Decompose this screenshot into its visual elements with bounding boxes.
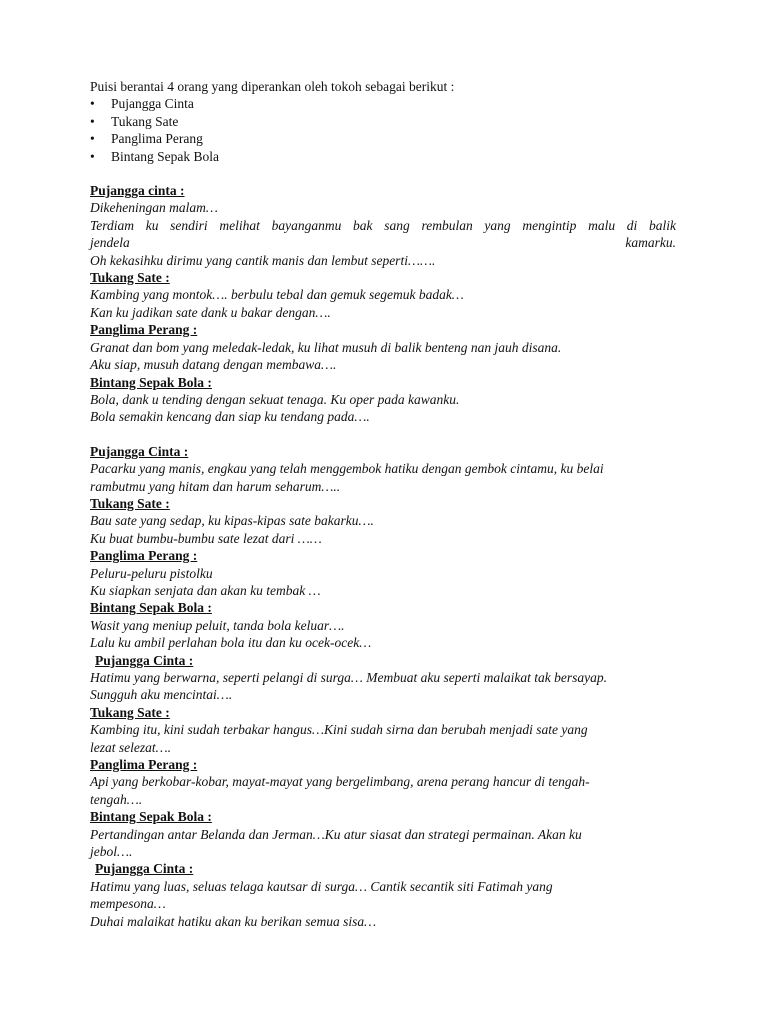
verse-line: Ku siapkan senjata dan akan ku tembak … [90,582,321,598]
speaker-label: Pujangga Cinta : [95,652,194,668]
verse-line: Peluru-peluru pistolku [90,565,213,581]
verse-line: Duhai malaikat hatiku akan ku berikan semua sisa… [90,913,377,929]
verse-line: Hatimu yang berwarna, seperti pelangi di surga… Membuat aku seperti malaikat tak bersayap. [90,670,607,685]
verse-line: Api yang berkobar-kobar, mayat-mayat yang bergelimbang, arena perang hancur di tengah- [90,774,590,790]
poem-content [90,78,676,930]
verse-line: Granat dan bom yang meledak-ledak, ku lihat musuh di balik benteng nan jauh disana. [90,339,562,355]
speaker-label: Bintang Sepak Bola : [90,809,212,825]
spacer [90,165,676,182]
verse-line: Sungguh aku mencintai…. [90,687,233,703]
verse-line: Kan ku jadikan sate dank u bakar dengan…. [90,304,331,320]
intro-text: Puisi berantai 4 orang yang diperankan oleh tokoh sebagai berikut : [90,79,455,94]
verse-line [90,234,676,251]
speaker-label: Pujangga Cinta : [90,443,189,459]
speaker-label: Tukang Sate : [90,270,170,286]
role-item: • Panglima Perang [90,130,676,147]
verse-line: Kambing itu, kini sudah terbakar hangus…Kini sudah sirna dan berubah menjadi sate yang [90,722,588,738]
verse-line: Ku buat bumbu-bumbu sate lezat dari …… [90,530,322,546]
verse-fragment: kamarku. [625,235,676,251]
speaker-label: Bintang Sepak Bola : [90,374,212,390]
verse-line: jebol…. [90,844,133,860]
verse-line: Aku siap, musuh datang dengan membawa…. [90,357,337,373]
verse-line: Dikeheningan malam… [90,200,218,216]
verse-line: Terdiam ku sendiri melihat bayanganmu bak sang rembulan yang mengintip malu di balik [90,217,676,233]
role-item: • Bintang Sepak Bola [90,148,676,165]
speaker-label: Panglima Perang : [90,548,198,564]
verse-line: Bola, dank u tending dengan sekuat tenaga. Ku oper pada kawanku. [90,391,460,407]
verse-line: tengah…. [90,791,143,807]
speaker-label: Bintang Sepak Bola : [90,600,212,616]
spacer [90,426,676,443]
verse-line: Oh kekasihku dirimu yang cantik manis dan lembut seperti……. [90,252,436,268]
speaker-label: Tukang Sate : [90,495,170,511]
verse-line: Pacarku yang manis, engkau yang telah menggembok hatiku dengan gembok cintamu, ku belai [90,461,604,477]
role-item: • Tukang Sate [90,113,676,130]
verse-line: Bau sate yang sedap, ku kipas-kipas sate bakarku…. [90,513,374,529]
verse-fragment: jendela [90,235,130,251]
verse-line: Wasit yang meniup peluit, tanda bola keluar…. [90,617,345,633]
speaker-label: Tukang Sate : [90,704,170,720]
verse-line: rambutmu yang hitam dan harum seharum….. [90,478,341,494]
speaker-label: Panglima Perang : [90,322,198,338]
roles-list [90,95,676,165]
verse-line: mempesona… [90,896,166,912]
role-item: • Pujangga Cinta [90,95,676,112]
speaker-label: Panglima Perang : [90,757,198,773]
speaker-label: Pujangga Cinta : [95,861,194,877]
verse-line: Hatimu yang luas, seluas telaga kautsar di surga… Cantik secantik siti Fatimah yang [90,878,553,894]
speaker-label: Pujangga cinta : [90,183,185,199]
verse-line: Lalu ku ambil perlahan bola itu dan ku ocek-ocek… [90,635,372,651]
verse-line: Pertandingan antar Belanda dan Jerman…Ku atur siasat dan strategi permainan. Akan ku [90,826,582,842]
verse-line: Kambing yang montok…. berbulu tebal dan gemuk segemuk badak… [90,287,464,303]
verse-line: lezat selezat…. [90,739,171,755]
verse-line: Bola semakin kencang dan siap ku tendang pada…. [90,409,370,425]
